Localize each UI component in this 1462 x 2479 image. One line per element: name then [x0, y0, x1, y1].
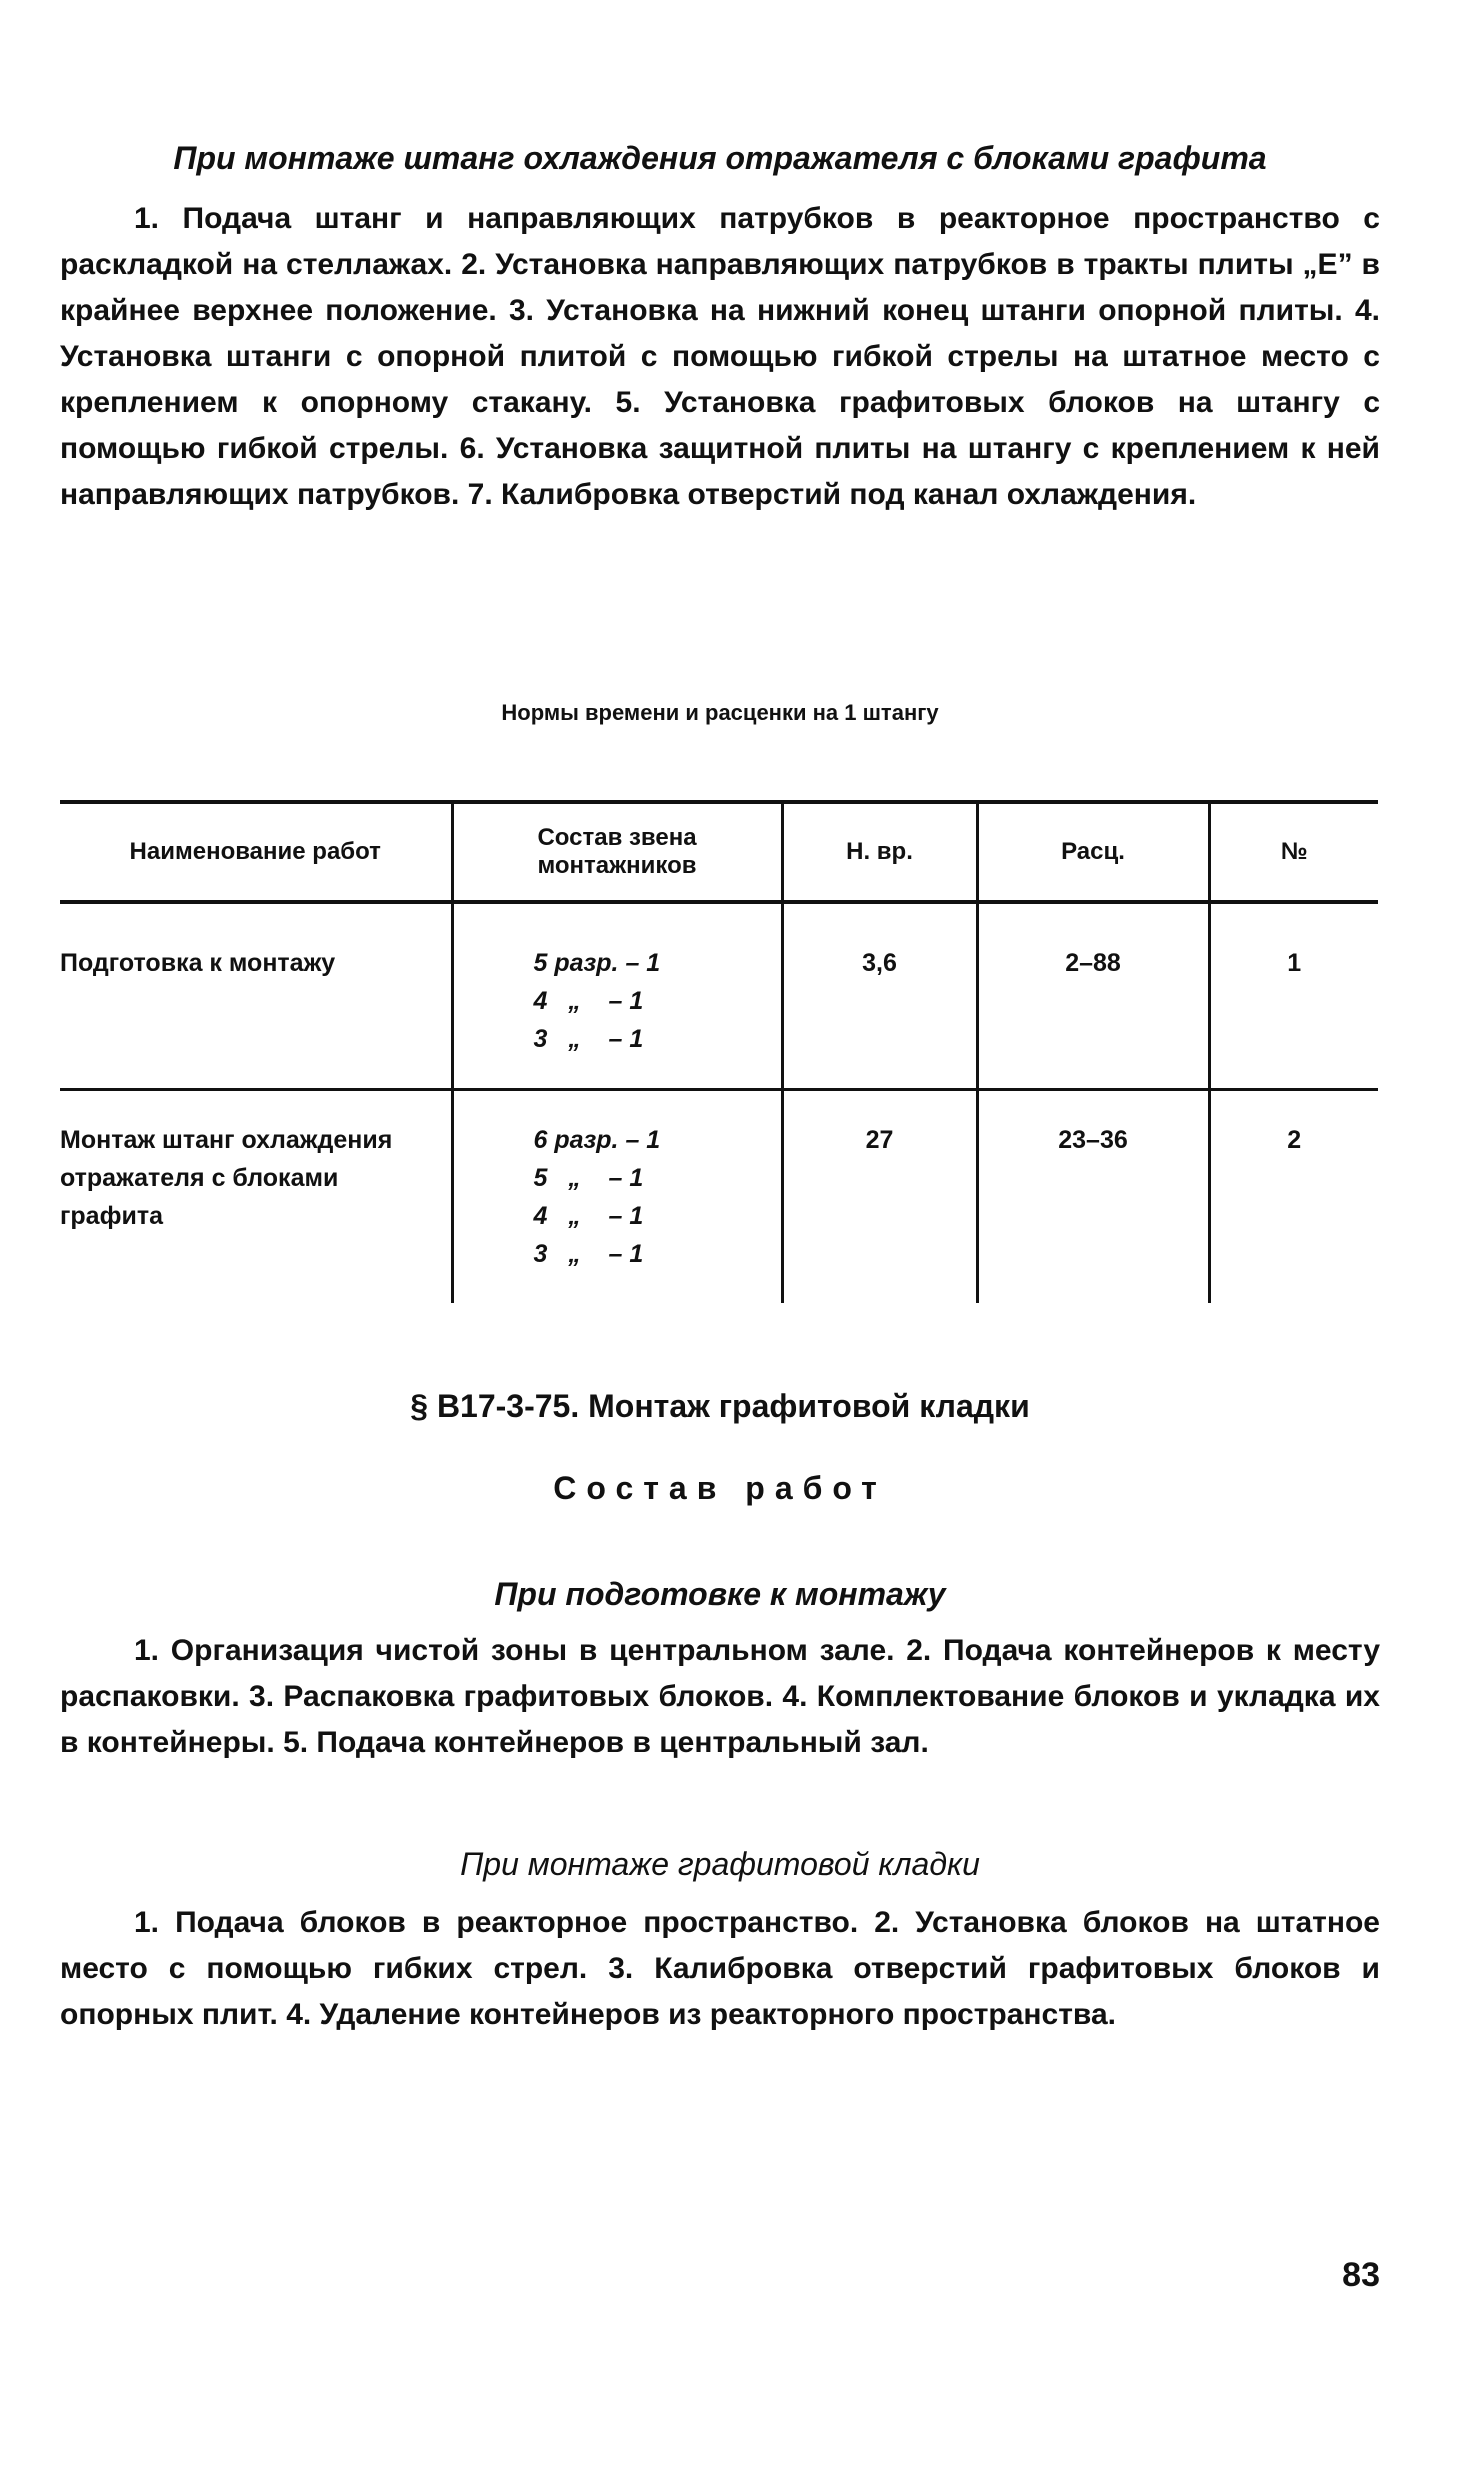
header-name: Наименование работ [60, 802, 452, 902]
header-norm-time: Н. вр. [782, 802, 977, 902]
table-header-row [60, 802, 1378, 902]
cell-number: 1 [1209, 902, 1378, 1090]
table-title: Нормы времени и расценки на 1 штангу [501, 700, 939, 725]
cell-rate: 2–88 [977, 902, 1209, 1090]
crew-line: 3 „ – 1 [533, 1025, 644, 1053]
cell-number: 2 [1209, 1090, 1378, 1304]
table-row [60, 1090, 1378, 1304]
header-crew: Состав звена монтажников [452, 802, 782, 902]
table-row [60, 902, 1378, 1090]
block2-paragraph: 1. Организация чистой зоны в центральном зале. 2. Подача контейнеров к месту распаковки. 3. Распаковка графитовых блоков. 4. Комплектование блоков и укладка их в контейнеры. 5. Подача контейнеров в центральный зал. [60, 1634, 1380, 1759]
crew-line: 4 „ – 1 [533, 1202, 644, 1230]
cell-norm-time: 27 [782, 1090, 977, 1304]
cell-rate: 23–36 [977, 1090, 1209, 1304]
block2-heading: При подготовке к монтажу [494, 1576, 946, 1612]
cell-work-name: Монтаж штанг охлаждения отражателя с блоками графита [60, 1126, 393, 1230]
crew-line: 3 „ – 1 [533, 1240, 644, 1268]
cell-crew [452, 902, 782, 1090]
header-rate: Расц. [977, 802, 1209, 902]
crew-line: 6 разр. – 1 [533, 1126, 661, 1154]
block3-heading: При монтаже графитовой кладки [460, 1846, 980, 1882]
section-title: § В17-3-75. Монтаж графитовой кладки [410, 1388, 1030, 1424]
block1-paragraph: 1. Подача штанг и направляющих патрубков в реакторное пространство с раскладкой на стеллажах. 2. Установка направляющих патрубков в тракты плиты „Е” в крайнее верхнее положение. 3. Установка на нижний конец штанги опорной плиты. 4. Установка штанги с опорной плитой с помощью гибкой стрелы на штатное место с креплением к опорному стакану. 5. Установка графитовых блоков на штангу с помощью гибкой стрелы. 6. Установка защитной плиты на штангу с креплением к ней направляющих патрубков. 7. Калибровка отверстий под канал охлаждения. [60, 202, 1380, 511]
header-number: № [1209, 802, 1378, 902]
cell-work-name: Подготовка к монтажу [60, 902, 452, 1090]
block3-paragraph: 1. Подача блоков в реакторное пространство. 2. Установка блоков на штатное место с помощью гибких стрел. 3. Калибровка отверстий графитовых блоков и опорных плит. 4. Удаление контейнеров из реакторного пространства. [60, 1906, 1380, 2031]
norms-table [60, 800, 1378, 1303]
cell-norm-time: 3,6 [782, 902, 977, 1090]
section-subtitle: Состав работ [553, 1470, 887, 1506]
crew-line: 5 „ – 1 [533, 1164, 644, 1192]
crew-line: 5 разр. – 1 [533, 949, 661, 977]
crew-line: 4 „ – 1 [533, 987, 644, 1015]
block1-heading: При монтаже штанг охлаждения отражателя с блоками графита [173, 140, 1267, 176]
page-number: 83 [1342, 2256, 1380, 2294]
cell-crew [452, 1090, 782, 1304]
